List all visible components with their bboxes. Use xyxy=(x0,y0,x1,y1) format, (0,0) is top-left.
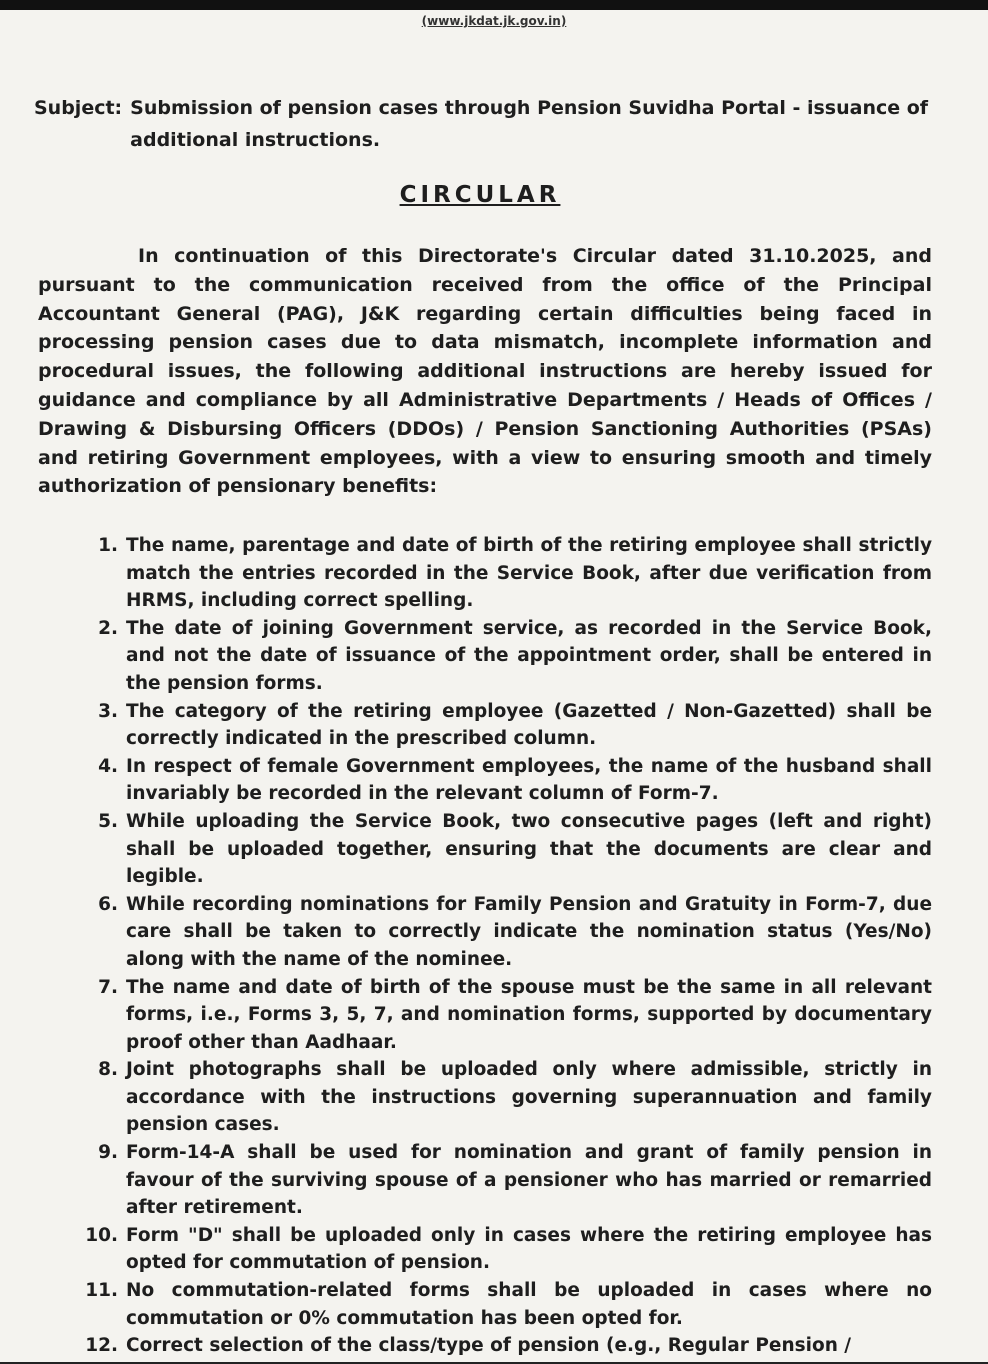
item-text: The category of the retiring employee (Gazetted / Non-Gazetted) shall be correctly indicated in the prescribed column. xyxy=(126,700,932,750)
intro-paragraph: In continuation of this Directorate's Circular dated 31.10.2025, and pursuant to the communication received from the office of the Principal Accountant General (PAG), J&K regarding certain difficulties being faced in processing pension cases due to data mismatch, incomplete information and procedural issues, the following additional instructions are hereby issued for guidance and compliance by all Administrative Departments / Heads of Offices / Drawing & Disbursing Officers (DDOs) / Pension Sanctioning Authorities (PSAs) and retiring Government employees, with a view to ensuring smooth and timely authorization of pensionary benefits: xyxy=(38,245,932,498)
website-url-text: (www.jkdat.jk.gov.in) xyxy=(421,14,567,28)
item-text: Form "D" shall be uploaded only in cases where the retiring employee has opted for commutation of pension. xyxy=(126,1224,932,1274)
list-item xyxy=(76,698,932,753)
circular-heading: CIRCULAR xyxy=(399,182,561,208)
item-text: While recording nominations for Family Pension and Gratuity in Form-7, due care shall be taken to correctly indicate the nomination status (Yes/No) along with the name of the nominee. xyxy=(126,893,932,970)
item-number: 9. xyxy=(98,1142,118,1164)
item-number: 7. xyxy=(98,976,118,998)
list-item xyxy=(76,1277,932,1332)
list-item xyxy=(76,1139,932,1222)
list-item xyxy=(76,1056,932,1139)
list-item xyxy=(76,974,932,1057)
list-item xyxy=(76,891,932,974)
instruction-list xyxy=(76,532,932,1360)
item-number: 3. xyxy=(98,700,118,722)
item-text: The name and date of birth of the spouse must be the same in all relevant forms, i.e., Forms 3, 5, 7, and nomination forms, supported by documentary proof other than Aadhaar. xyxy=(126,976,932,1053)
subject-line xyxy=(34,92,934,156)
item-text: Joint photographs shall be uploaded only where admissible, strictly in accordance with the instructions governing superannuation and family pension cases. xyxy=(126,1059,932,1136)
website-url xyxy=(0,14,988,28)
list-item xyxy=(76,753,932,808)
item-number: 12. xyxy=(85,1335,118,1357)
item-number: 10. xyxy=(85,1224,118,1246)
item-number: 11. xyxy=(85,1280,118,1302)
item-number: 8. xyxy=(98,1059,118,1081)
item-number: 1. xyxy=(98,535,118,556)
list-item xyxy=(76,1332,932,1360)
list-item xyxy=(76,1222,932,1277)
list-item xyxy=(76,808,932,891)
item-number: 2. xyxy=(98,617,118,639)
item-text: Correct selection of the class/type of pension (e.g., Regular Pension / xyxy=(126,1335,852,1357)
list-item xyxy=(76,532,932,615)
item-text: The date of joining Government service, as recorded in the Service Book, and not the date of issuance of the appointment order, shall be entered in the pension forms. xyxy=(126,617,932,694)
top-edge-bar xyxy=(0,0,988,10)
item-number: 5. xyxy=(98,810,118,832)
item-text: Form-14-A shall be used for nomination and grant of family pension in favour of the surviving spouse of a pensioner who has married or remarried after retirement. xyxy=(126,1142,932,1219)
subject-label: Subject: xyxy=(34,97,123,119)
item-number: 6. xyxy=(98,893,118,915)
list-item xyxy=(76,615,932,698)
item-text: In respect of female Government employees, the name of the husband shall invariably be recorded in the relevant column of Form-7. xyxy=(126,755,932,805)
item-text: While uploading the Service Book, two consecutive pages (left and right) shall be uploaded together, ensuring that the documents are clear and legible. xyxy=(126,810,932,888)
subject-text: Submission of pension cases through Pension Suvidha Portal - issuance of additional instructions. xyxy=(130,97,929,151)
item-text: No commutation-related forms shall be uploaded in cases where no commutation or 0% commutation has been opted for. xyxy=(126,1280,932,1329)
item-text: The name, parentage and date of birth of the retiring employee shall strictly match the entries recorded in the Service Book, after due verification from HRMS, including correct spelling. xyxy=(126,535,932,612)
item-number: 4. xyxy=(98,755,118,777)
